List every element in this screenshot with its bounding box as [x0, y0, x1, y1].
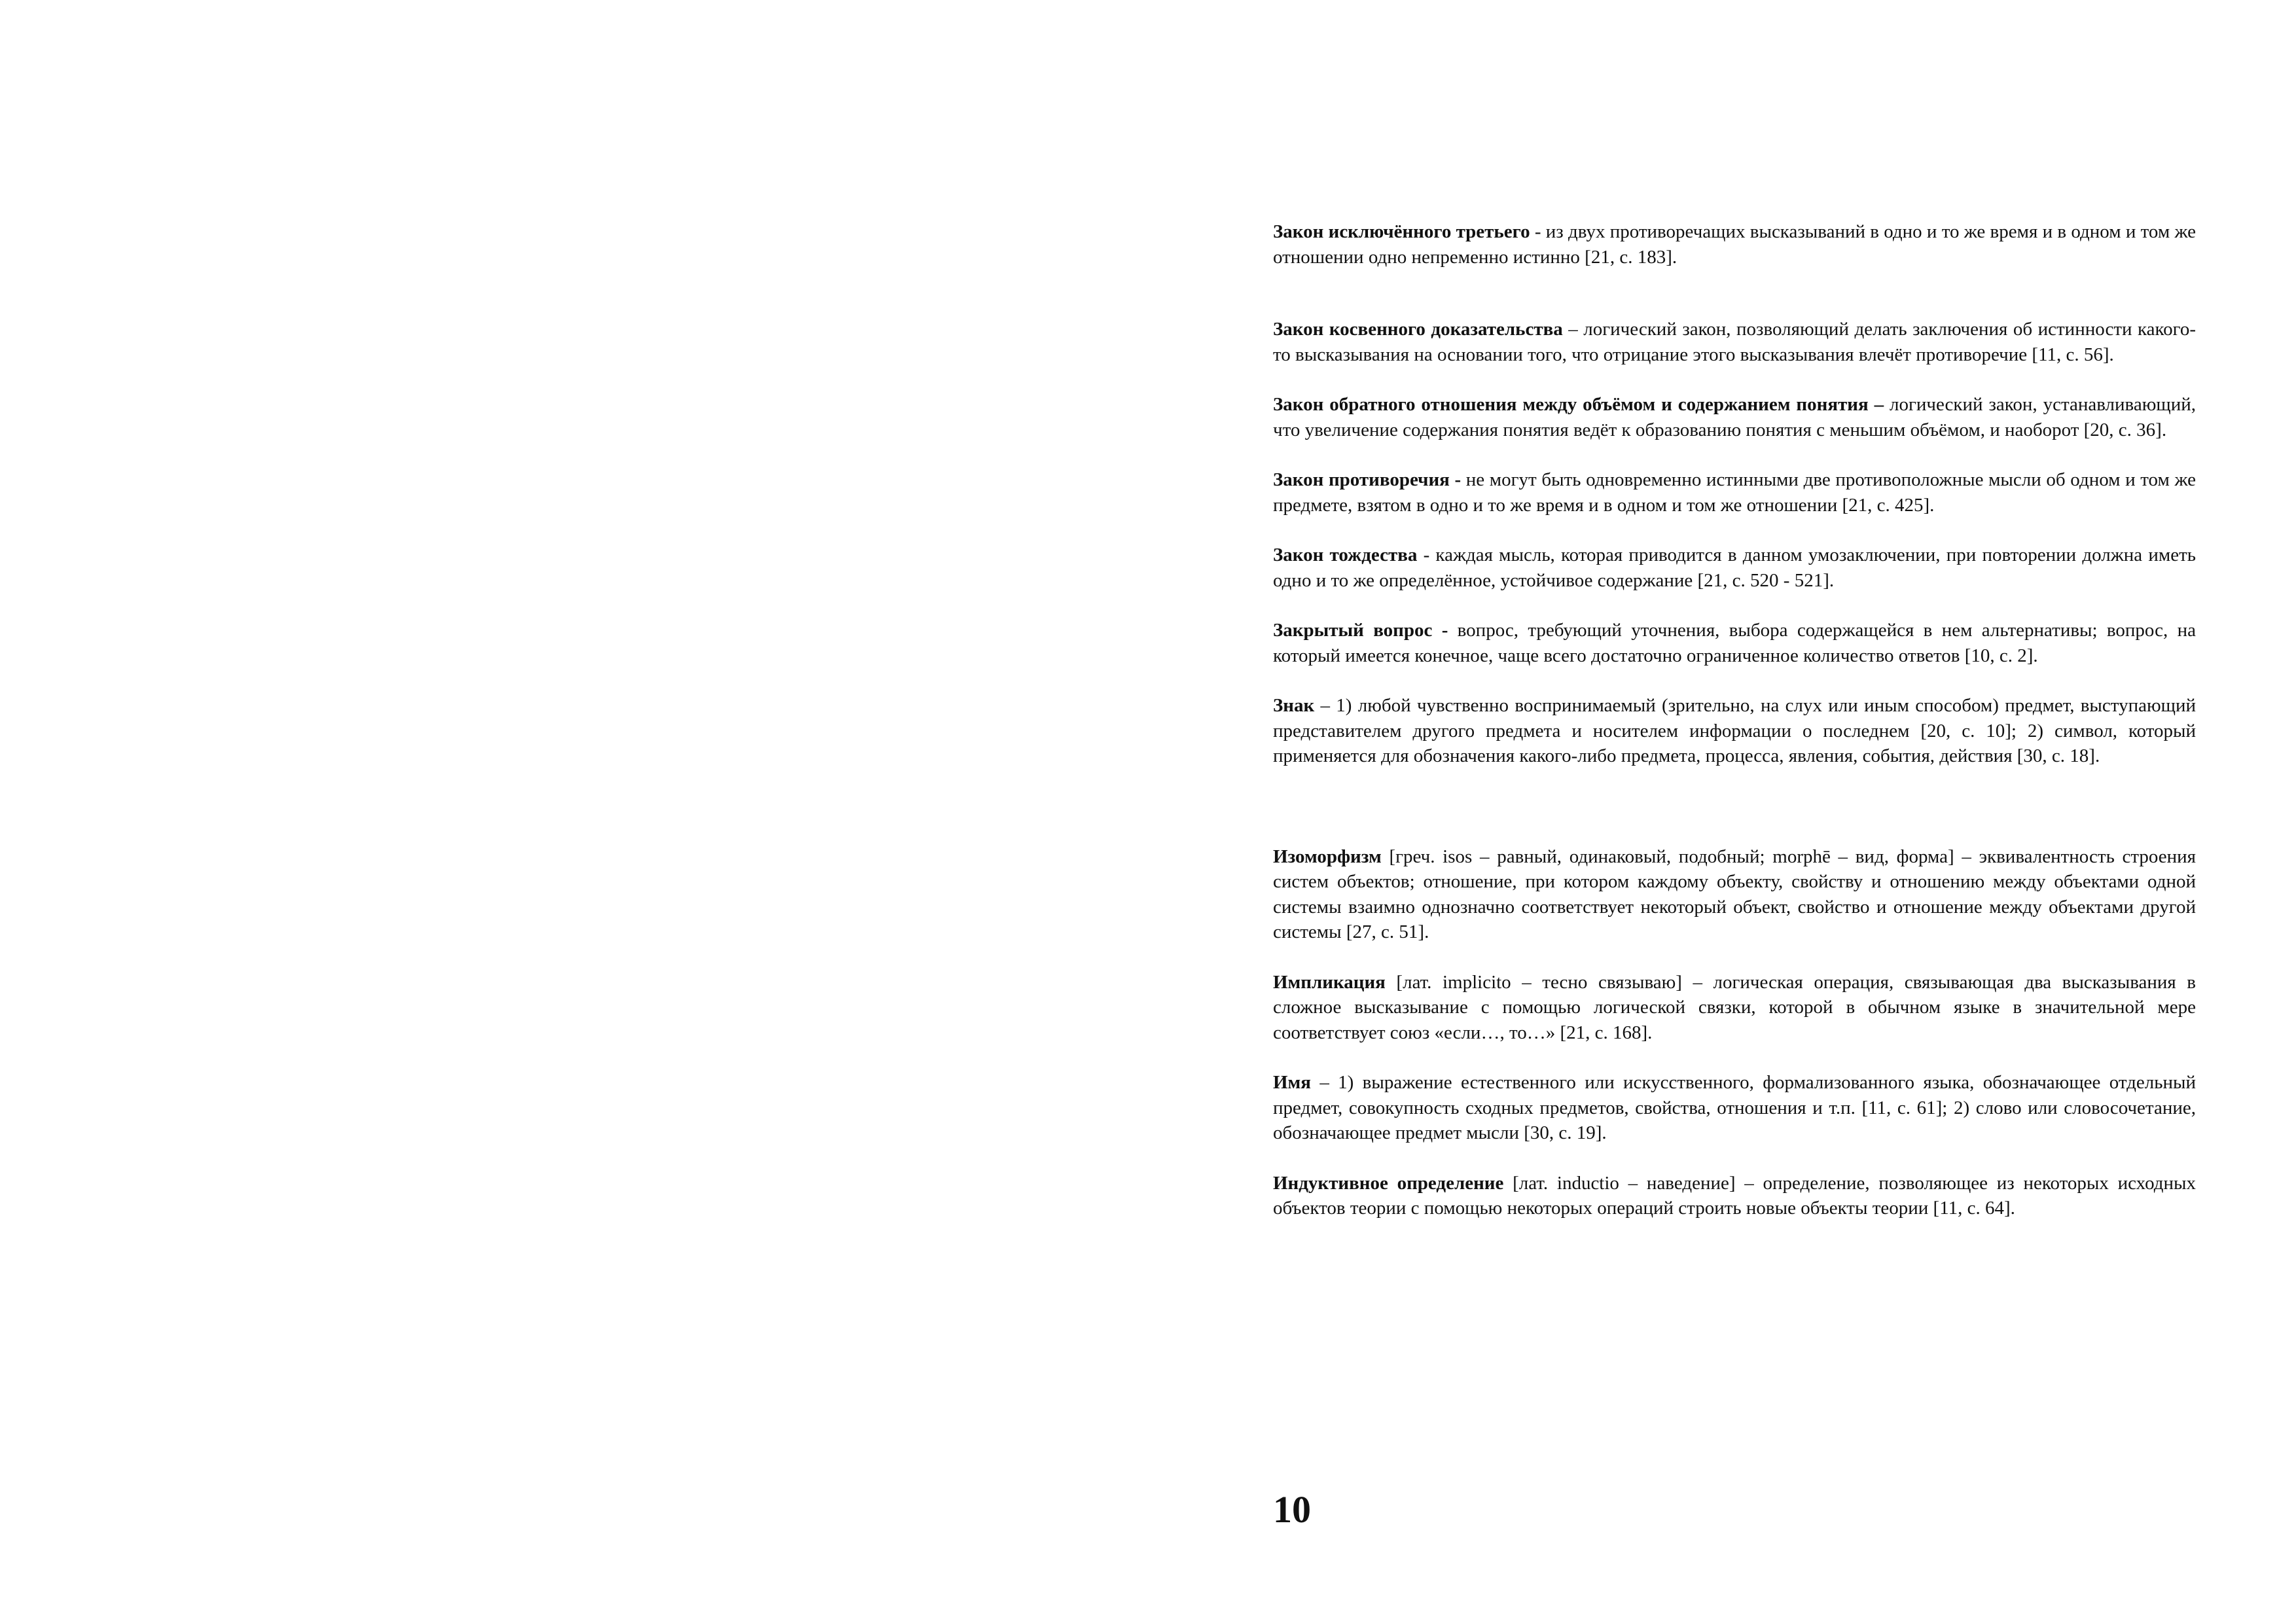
glossary-term: Имя [1273, 1072, 1311, 1093]
glossary-entry [1273, 618, 2196, 668]
glossary-term: Закон исключённого третьего [1273, 221, 1530, 242]
glossary-entry [1273, 392, 2196, 442]
glossary-term: Изоморфизм [1273, 846, 1382, 867]
glossary-definition: – 1) выражение естественного или искусственного, формализованного языка, обозначающее отдельный предмет, совокупность сходных предметов, свойства, отношения и т.п. [11, с. 61]; 2) слово или словосочетание, обозначающее предмет мысли [30, с. 19]. [1273, 1072, 2196, 1143]
glossary-entry [1273, 219, 2196, 270]
glossary-term: Закрытый вопрос - [1273, 620, 1448, 641]
glossary-definition: [лат. implicito – тесно связываю] – логическая операция, связывающая два высказывания в сложное высказывание с помощью логической связки, которой в обычном языке в значительной мере соответствует союз «если…, то…» [21, с. 168]. [1273, 971, 2196, 1043]
glossary-entry [1273, 693, 2196, 769]
glossary-entry [1273, 844, 2196, 945]
glossary-definition: – логический закон, позволяющий делать заключения об истинности какого-то высказывания на основании того, что отрицание этого высказывания влечёт противоречие [11, с. 56]. [1273, 319, 2196, 365]
glossary-definition: – 1) любой чувственно воспринимаемый (зрительно, на слух или иным способом) предмет, выступающий представителем другого предмета и носителем информации о последнем [20, с. 10]; 2) символ, который применяется для обозначения какого-либо предмета, процесса, явления, события, действия [30, с. 18]. [1273, 695, 2196, 766]
glossary-definition: вопрос, требующий уточнения, выбора содержащейся в нем альтернативы; вопрос, на который имеется конечное, чаще всего достаточно ограниченное количество ответов [10, с. 2]. [1273, 620, 2196, 666]
glossary-column [1273, 219, 2196, 1221]
glossary-term: Импликация [1273, 971, 1386, 993]
glossary-term: Индуктивное определение [1273, 1172, 1504, 1194]
glossary-entry [1273, 1171, 2196, 1221]
glossary-definition: - каждая мысль, которая приводится в данном умозаключении, при повторении должна иметь одно и то же определённое, устойчивое содержание [21, с. 520 - 521]. [1273, 544, 2196, 591]
glossary-entry [1273, 970, 2196, 1046]
page-number: 10 [1273, 1488, 1311, 1531]
glossary-entry [1273, 317, 2196, 367]
glossary-definition: логический закон, устанавливающий, что увеличение содержания понятия ведёт к образованию понятия с меньшим объёмом, и наоборот [20, с. 36]. [1273, 394, 2196, 440]
glossary-definition: - из двух противоречащих высказываний в одно и то же время и в одном и том же отношении одно непременно истинно [21, с. 183]. [1273, 221, 2196, 268]
glossary-entry [1273, 543, 2196, 593]
glossary-entry [1273, 467, 2196, 518]
glossary-entry [1273, 1070, 2196, 1146]
glossary-term: Закон тождества [1273, 544, 1418, 565]
glossary-term: Закон противоречия - [1273, 469, 1462, 490]
glossary-term: Закон косвенного доказательства [1273, 319, 1563, 340]
glossary-term: Закон обратного отношения между объёмом и содержанием понятия – [1273, 394, 1884, 415]
glossary-definition: [греч. isos – равный, одинаковый, подобный; morphē – вид, форма] – эквивалентность строения систем объектов; отношение, при котором каждому объекту, свойству и отношению между объектами одной системы взаимно однозначно соответствует некоторый объект, свойство и отношение между объектами другой системы [27, с. 51]. [1273, 846, 2196, 942]
glossary-term: Знак [1273, 695, 1315, 716]
glossary-definition: не могут быть одновременно истинными две противоположные мысли об одном и том же предмете, взятом в одно и то же время и в одном и том же отношении [21, с. 425]. [1273, 469, 2197, 516]
glossary-definition: [лат. inductio – наведение] – определение, позволяющее из некоторых исходных объектов теории с помощью некоторых операций строить новые объекты теории [11, с. 64]. [1273, 1172, 2196, 1219]
